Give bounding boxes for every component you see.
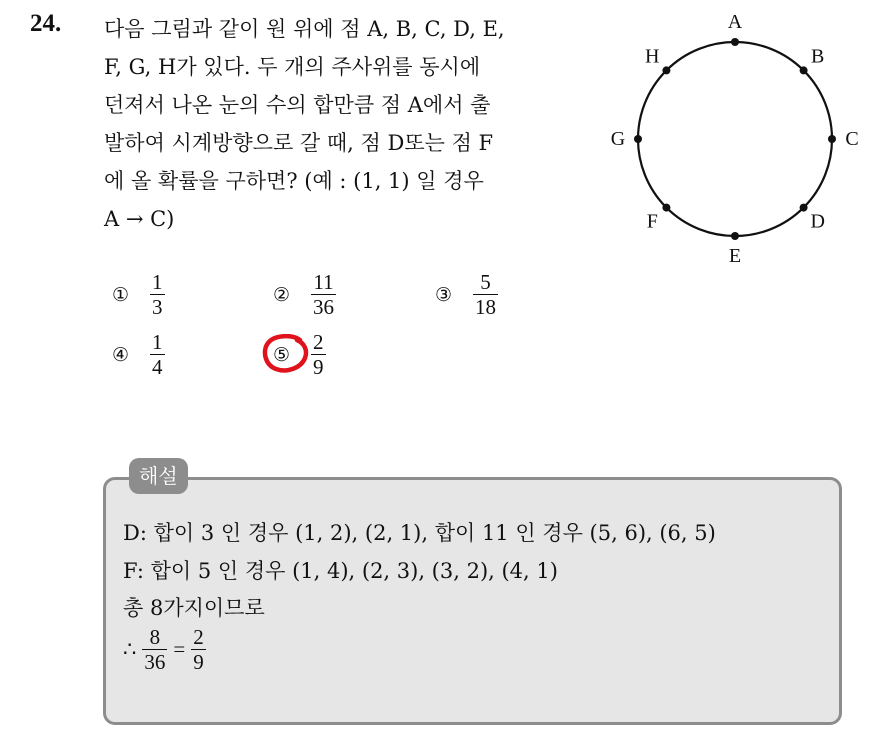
stem-line: 다음 그림과 같이 원 위에 점 A, B, C, D, E, (104, 17, 505, 41)
point-label-d: D (810, 210, 825, 233)
denominator: 9 (193, 650, 204, 674)
choice-number: ② (273, 283, 291, 306)
choice-fraction (311, 270, 336, 319)
numerator: 2 (313, 330, 324, 354)
choice-number: ① (112, 283, 130, 306)
solution-line: F: 합이 5 인 경우 (1, 4), (2, 3), (3, 2), (4, 1) (123, 559, 558, 583)
point-label-g: G (610, 128, 626, 150)
choice-2[interactable] (273, 270, 336, 319)
point-label-f: F (646, 210, 658, 233)
point-label-c: C (845, 128, 858, 150)
denominator: 18 (475, 295, 496, 319)
choice-fraction (311, 330, 326, 379)
numerator: 11 (313, 270, 334, 294)
denominator: 4 (152, 355, 163, 379)
point-c (828, 135, 836, 143)
point-e (731, 232, 739, 240)
point-label-b: B (811, 45, 825, 68)
solution-tag: 해설 (129, 458, 188, 494)
point-d (800, 204, 808, 212)
choice-number: ⑤ (273, 343, 291, 366)
numerator: 1 (152, 330, 163, 354)
point-f (662, 204, 670, 212)
point-label-h: H (645, 45, 660, 68)
point-a (731, 38, 739, 46)
numerator: 5 (480, 270, 491, 294)
question-number: 24. (30, 10, 62, 37)
solution-answer (123, 625, 206, 674)
stem-line: F, G, H가 있다. 두 개의 주사위를 동시에 (104, 55, 481, 79)
denominator: 36 (313, 295, 334, 319)
stem-line: A → C) (104, 207, 175, 231)
point-h (662, 66, 670, 74)
numerator: 8 (149, 625, 161, 649)
numerator: 1 (152, 270, 163, 294)
question-stem (104, 10, 604, 238)
answer-fraction-lhs (142, 625, 167, 674)
solution-line: 총 8가지이므로 (123, 596, 265, 620)
denominator: 36 (144, 650, 166, 674)
choice-fraction (150, 270, 165, 319)
choice-number: ③ (435, 283, 453, 306)
choice-fraction (150, 330, 165, 379)
point-label-e: E (728, 245, 742, 264)
point-g (634, 135, 642, 143)
numerator: 2 (193, 625, 204, 649)
answer-fraction-rhs (191, 625, 206, 674)
equals-sign: = (173, 637, 186, 661)
answer-mark-circle-icon (262, 334, 312, 374)
point-b (800, 66, 808, 74)
choice-1[interactable] (112, 270, 165, 319)
choice-number: ④ (112, 343, 130, 366)
stem-line: 던져서 나온 눈의 수의 합만큼 점 A에서 출 (104, 93, 491, 117)
circle-figure (608, 14, 858, 264)
stem-line: 에 올 확률을 구하면? (예 : (1, 1) 일 경우 (104, 169, 484, 193)
stem-line: 발하여 시계방향으로 갈 때, 점 D또는 점 F (104, 131, 494, 155)
choice-4[interactable] (112, 330, 165, 379)
choice-fraction (473, 270, 498, 319)
point-label-a: A (727, 14, 743, 33)
denominator: 3 (152, 295, 163, 319)
denominator: 9 (313, 355, 324, 379)
therefore-symbol: ∴ (123, 637, 137, 661)
solution-line: D: 합이 3 인 경우 (1, 2), (2, 1), 합이 11 인 경우 (5, 6), (6, 5) (123, 521, 716, 545)
circle-diagram (608, 14, 858, 264)
choice-3[interactable] (435, 270, 498, 319)
